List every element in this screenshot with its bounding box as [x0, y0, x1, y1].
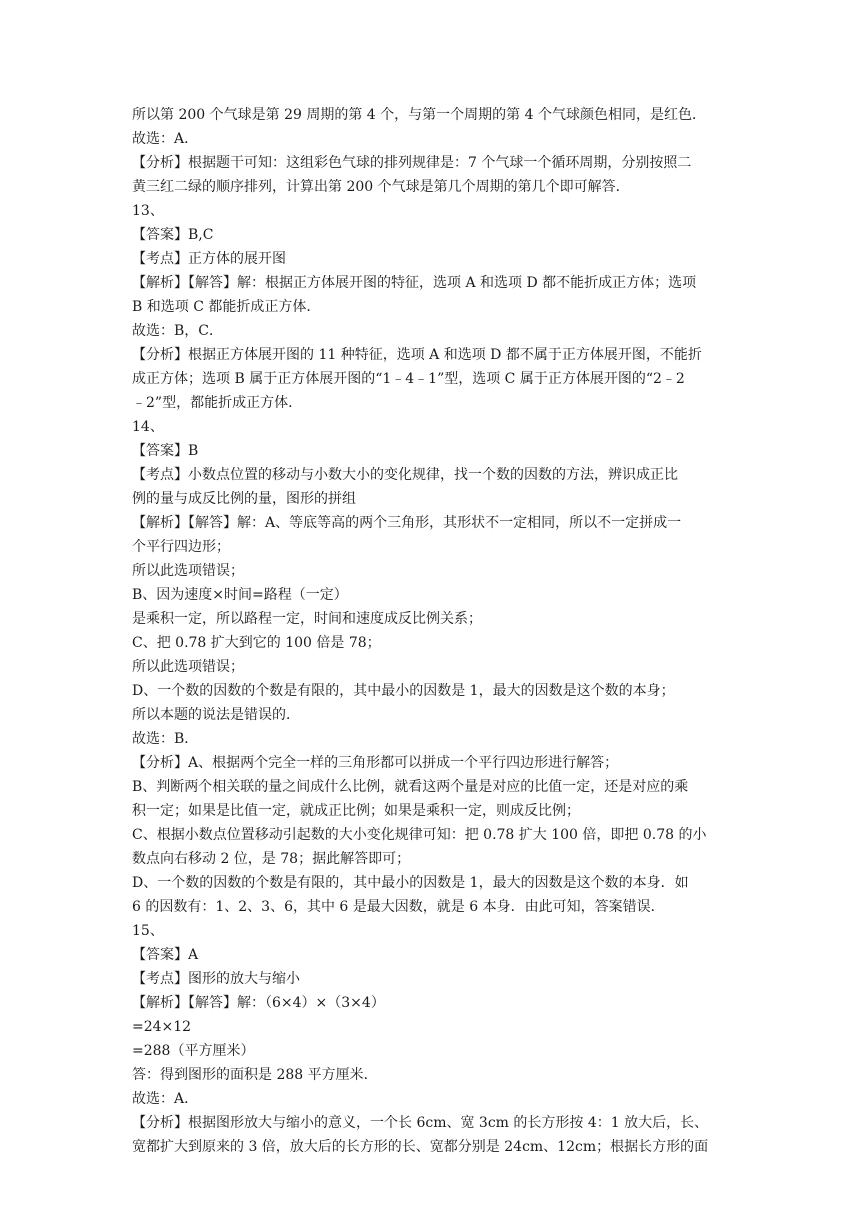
text-line: 【解析】【解答】解：A、等底等高的两个三角形，其形状不一定相同，所以不一定拼成一 — [132, 515, 682, 531]
answer-line: 【答案】B,C — [132, 227, 214, 243]
topic-line: 【考点】小数点位置的移动与小数大小的变化规律，找一个数的因数的方法，辨识成正比 — [132, 467, 678, 483]
text-line: 【分析】根据正方体展开图的 11 种特征，选项 A 和选项 D 都不属于正方体展开图，不能折 — [132, 347, 702, 363]
text-line: ﹣2”型，都能折成正方体． — [132, 395, 303, 411]
text-line: B 和选项 C 都能折成正方体． — [132, 299, 321, 315]
text-line: 宽都扩大到原来的 3 倍，放大后的长方形的长、宽都分别是 24cm、12cm；根据长方形的面 — [132, 1139, 709, 1155]
text-line: 所以此选项错误； — [132, 563, 244, 579]
text-line: B、判断两个相关联的量之间成什么比例，就看这两个量是对应的比值一定，还是对应的乘 — [132, 779, 689, 795]
document-body — [132, 103, 742, 1159]
text-line: 故选：A． — [132, 1091, 199, 1107]
answer-line: 【答案】B — [132, 443, 199, 459]
text-line: =24×12 — [132, 1019, 192, 1035]
text-line: 故选：B，C． — [132, 323, 223, 339]
text-line: 故选：B． — [132, 731, 199, 747]
text-line: 成正方体；选项 B 属于正方体展开图的“1﹣4﹣1”型，选项 C 属于正方体展开图的“2﹣2 — [132, 371, 685, 387]
text-line: 【分析】根据图形放大与缩小的意义，一个长 6cm、宽 3cm 的长方形按 4：1 放大后，长、 — [132, 1115, 709, 1131]
text-line: 6 的因数有：1、2、3、6，其中 6 是最大因数，就是 6 本身．由此可知，答案错误． — [132, 899, 665, 915]
text-line: =288（平方厘米） — [132, 1043, 255, 1059]
answer-line: 【答案】A — [132, 947, 199, 963]
text-line: 积一定；如果是比值一定，就成正比例；如果是乘积一定，则成反比例； — [132, 803, 580, 819]
text-line: 所以此选项错误； — [132, 659, 244, 675]
text-line: B、因为速度×时间=路程（一定） — [132, 587, 348, 603]
text-line: C、把 0.78 扩大到它的 100 倍是 78； — [132, 635, 381, 651]
text-line: 是乘积一定，所以路程一定，时间和速度成反比例关系； — [132, 611, 482, 627]
text-line: 数点向右移动 2 位，是 78；据此解答即可； — [132, 851, 411, 867]
text-line: 所以本题的说法是错误的． — [132, 707, 300, 723]
text-line: 【解析】【解答】解：根据正方体展开图的特征，选项 A 和选项 D 都不能折成正方体；选项 — [132, 275, 697, 291]
question-number: 13、 — [132, 203, 164, 219]
text-line: 【分析】A、根据两个完全一样的三角形都可以拼成一个平行四边形进行解答； — [132, 755, 619, 771]
text-line: C、根据小数点位置移动引起数的大小变化规律可知：把 0.78 扩大 100 倍，即把 0.78 的小 — [132, 827, 707, 843]
text-line: 【解析】【解答】解：（6×4）×（3×4） — [132, 995, 385, 1011]
text-line: D、一个数的因数的个数是有限的，其中最小的因数是 1，最大的因数是这个数的本身．如 — [132, 875, 689, 891]
text-line: 答：得到图形的面积是 288 平方厘米． — [132, 1067, 378, 1083]
question-number: 15、 — [132, 923, 164, 939]
question-number: 14、 — [132, 419, 164, 435]
text-line: D、一个数的因数的个数是有限的，其中最小的因数是 1，最大的因数是这个数的本身； — [132, 683, 675, 699]
text-line: 故选：A． — [132, 131, 199, 147]
text-line: 例的量与成反比例的量，图形的拼组 — [132, 491, 356, 507]
topic-line: 【考点】图形的放大与缩小 — [132, 971, 300, 987]
text-line: 个平行四边形； — [132, 539, 230, 555]
text-line: 所以第 200 个气球是第 29 周期的第 4 个，与第一个周期的第 4 个气球颜色相同，是红色． — [132, 107, 706, 123]
text-line: 黄三红二绿的顺序排列，计算出第 200 个气球是第几个周期的第几个即可解答． — [132, 179, 630, 195]
topic-line: 【考点】正方体的展开图 — [132, 251, 286, 267]
text-line: 【分析】根据题干可知：这组彩色气球的排列规律是：7 个气球一个循环周期，分别按照二 — [132, 155, 692, 171]
